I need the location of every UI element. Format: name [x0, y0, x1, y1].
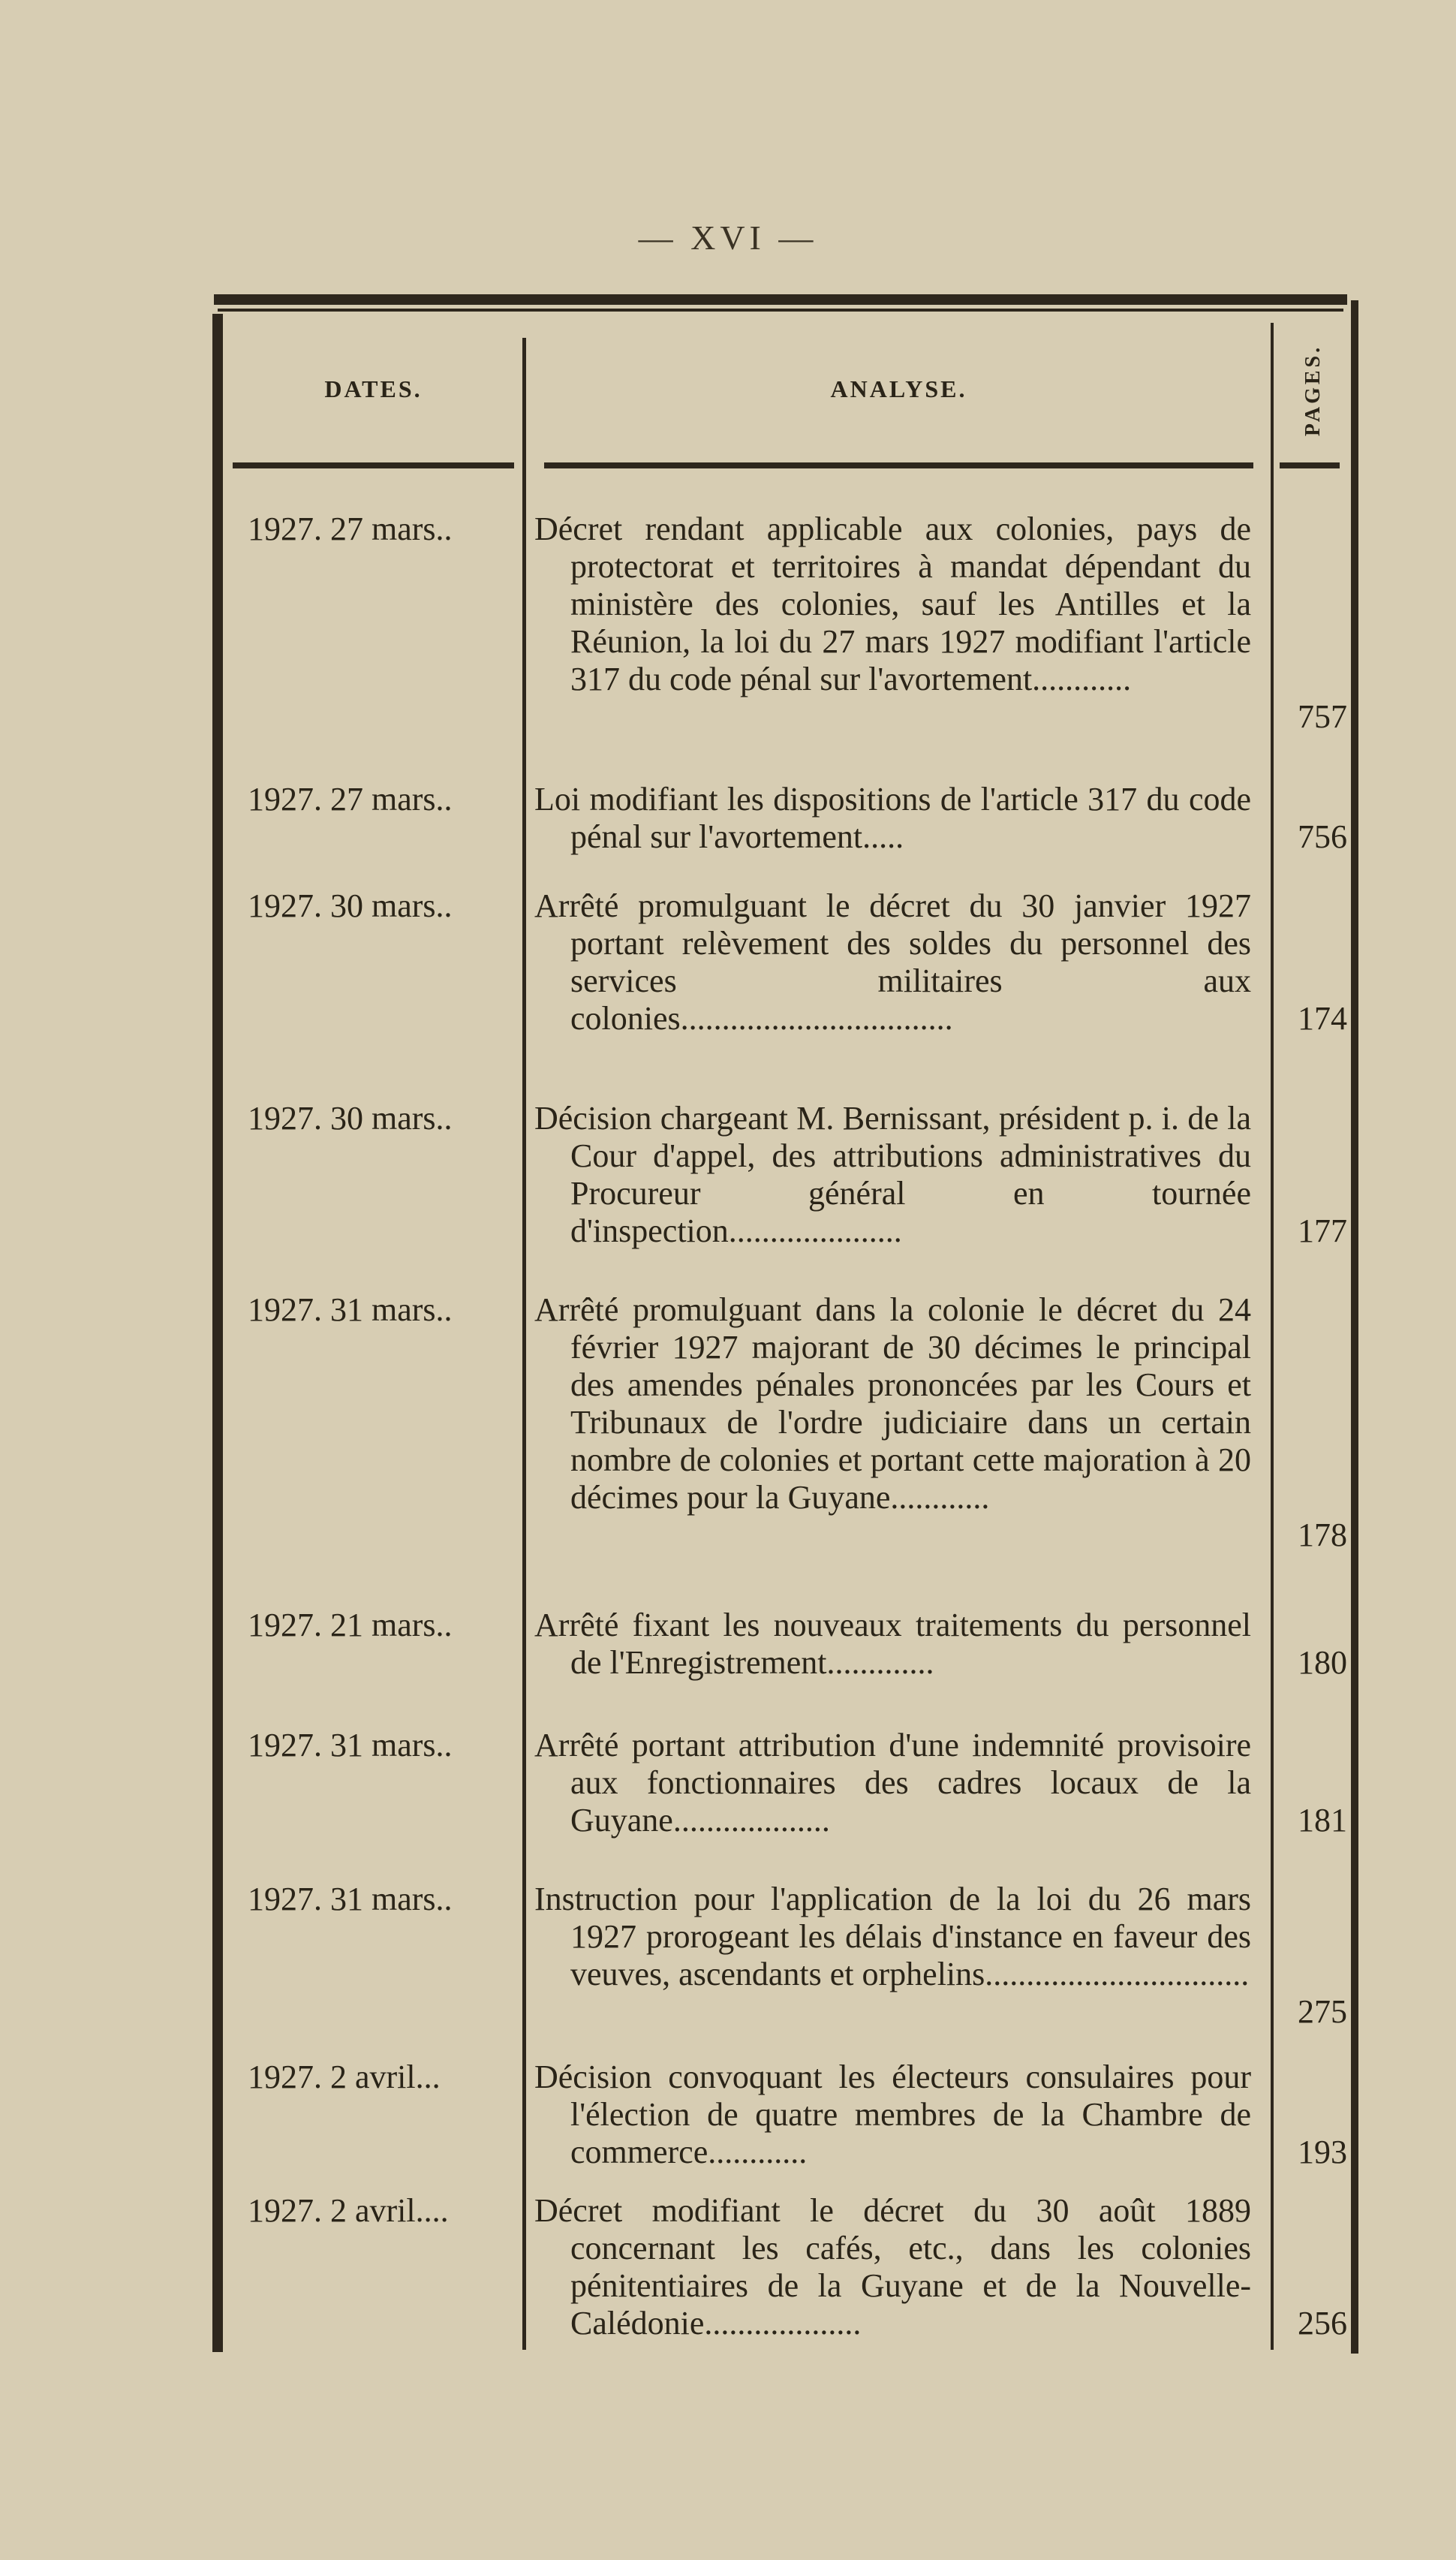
column-header-dates: DATES.: [324, 375, 423, 402]
header-rule-analyse: [544, 462, 1253, 468]
column-header-analyse: ANALYSE.: [830, 375, 967, 402]
entry-date: 1927. 2 avril....: [248, 2192, 449, 2229]
entry-analysis: Arrêté portant attribution d'une indemnité provisoire aux fonctionnaires des cadres locaux de la Guyane...................: [534, 1727, 1251, 1839]
entry-page: 193: [1298, 2134, 1347, 2170]
entry-page: 178: [1298, 1516, 1347, 1553]
header-rule-pages: [1280, 462, 1340, 468]
entry-page: 177: [1298, 1212, 1347, 1249]
left-border-rule: [212, 314, 223, 2352]
entry-date: 1927. 21 mars..: [248, 1607, 453, 1643]
column-header-pages: PAGES.: [1301, 344, 1325, 437]
entry-date: 1927. 27 mars..: [248, 781, 453, 818]
entry-page: 275: [1298, 1993, 1347, 2030]
entry-analysis: Décret rendant applicable aux colonies, pays de protectorat et territoires à mandat dépendant du ministère des colonies, sauf les Antilles et la Réunion, la loi du 27 mars 1927 modifiant l'article 317 du code pénal sur l'avortement............: [534, 510, 1251, 697]
top-double-rule: [214, 294, 1347, 305]
entry-analysis: Arrêté promulguant le décret du 30 janvier 1927 portant relèvement des soldes du personnel des services militaires aux colonies.................................: [534, 887, 1251, 1037]
top-thin-rule: [218, 309, 1343, 312]
entry-analysis: Arrêté fixant les nouveaux traitements du personnel de l'Enregistrement.............: [534, 1607, 1251, 1681]
entry-page: 757: [1298, 698, 1347, 735]
entry-analysis: Instruction pour l'application de la loi du 26 mars 1927 prorogeant les délais d'instance en faveur des veuves, ascendants et orphelins................................: [534, 1881, 1251, 1992]
entry-analysis: Décision chargeant M. Bernissant, président p. i. de la Cour d'appel, des attributions administratives du Procureur général en tournée d'inspection.....................: [534, 1100, 1251, 1249]
dates-column-rule: [522, 338, 526, 2350]
entry-page: 174: [1298, 1000, 1347, 1037]
entry-date: 1927. 31 mars..: [248, 1881, 453, 1917]
header-rule-dates: [233, 462, 514, 468]
entry-date: 1927. 2 avril...: [248, 2059, 441, 2095]
entry-date: 1927. 31 mars..: [248, 1291, 453, 1328]
right-border-rule: [1351, 300, 1358, 2354]
entry-date: 1927. 30 mars..: [248, 1100, 453, 1137]
entry-page: 181: [1298, 1802, 1347, 1839]
entry-page: 756: [1298, 818, 1347, 855]
entry-analysis: Décret modifiant le décret du 30 août 1889 concernant les cafés, etc., dans les colonies pénitentiaires de la Guyane et de la Nouvelle-Calédonie...................: [534, 2192, 1251, 2342]
entry-date: 1927. 27 mars..: [248, 510, 453, 547]
page-number: — XVI —: [638, 218, 818, 257]
entry-analysis: Arrêté promulguant dans la colonie le décret du 24 février 1927 majorant de 30 décimes le principal des amendes pénales prononcées par les Cours et Tribunaux de l'ordre judiciaire dans un certain nombre de colonies et portant cette majoration à 20 décimes pour la Guyane............: [534, 1291, 1251, 1516]
entry-date: 1927. 30 mars..: [248, 887, 453, 924]
entry-page: 256: [1298, 2305, 1347, 2342]
entry-analysis: Décision convoquant les électeurs consulaires pour l'élection de quatre membres de la Chambre de commerce............: [534, 2059, 1251, 2170]
entry-page: 180: [1298, 1644, 1347, 1681]
entry-date: 1927. 31 mars..: [248, 1727, 453, 1763]
pages-column-rule: [1271, 323, 1274, 2350]
entry-analysis: Loi modifiant les dispositions de l'article 317 du code pénal sur l'avortement.....: [534, 781, 1251, 855]
